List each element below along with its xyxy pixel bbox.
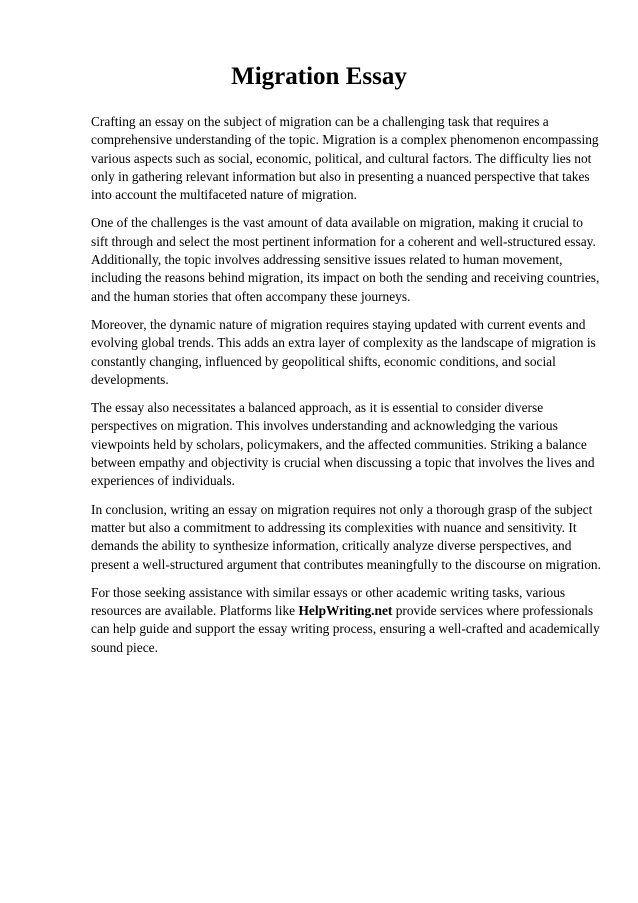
paragraph-closing [91,584,601,657]
paragraph-challenges: One of the challenges is the vast amount of data available on migration, making it crucial to sift through and select the most pertinent information for a coherent and well-structured essay. Additionally, the topic involves addressing sensitive issues related to human movement, including the reasons behind migration, its impact on both the sending and receiving countries, and the human stories that often accompany these journeys. [91,215,600,304]
paragraph-balanced-approach: The essay also necessitates a balanced approach, as it is essential to consider diverse perspectives on migration. This involves understanding and acknowledging the various viewpoints held by scholars, policymakers, and the affected communities. Striking a balance between empathy and objectivity is crucial when discussing a topic that involves the lives and experiences of individuals. [91,400,595,489]
helpwriting-link[interactable]: HelpWriting.net [298,603,393,619]
closing-text-after: provide services where professionals can help guide and support the essay writing process, ensuring a well-crafted and academically sound piece. [91,603,600,655]
paragraph-conclusion: In conclusion, writing an essay on migration requires not only a thorough grasp of the subject matter but also a commitment to addressing its complexities with nuance and sensitivity. It demands the ability to synthesize information, critically analyze diverse perspectives, and present a well-structured argument that contributes meaningfully to the discourse on migration. [91,501,601,572]
page-title: Migration Essay [231,63,407,90]
essay-body [91,113,601,657]
closing-text-before: For those seeking assistance with similar essays or other academic writing tasks, various resources are available. Platforms like [91,584,566,619]
paragraph-intro: Crafting an essay on the subject of migration can be a challenging task that requires a comprehensive understanding of the topic. Migration is a complex phenomenon encompassing various aspects such as social, economic, political, and cultural factors. The difficulty lies not only in gathering relevant information but also in presenting a nuanced perspective that takes into account the multifaceted nature of migration. [91,114,599,203]
paragraph-dynamic-nature: Moreover, the dynamic nature of migration requires staying updated with current events and evolving global trends. This adds an extra layer of complexity as the landscape of migration is constantly changing, influenced by geopolitical shifts, economic conditions, and social developments. [91,316,596,387]
